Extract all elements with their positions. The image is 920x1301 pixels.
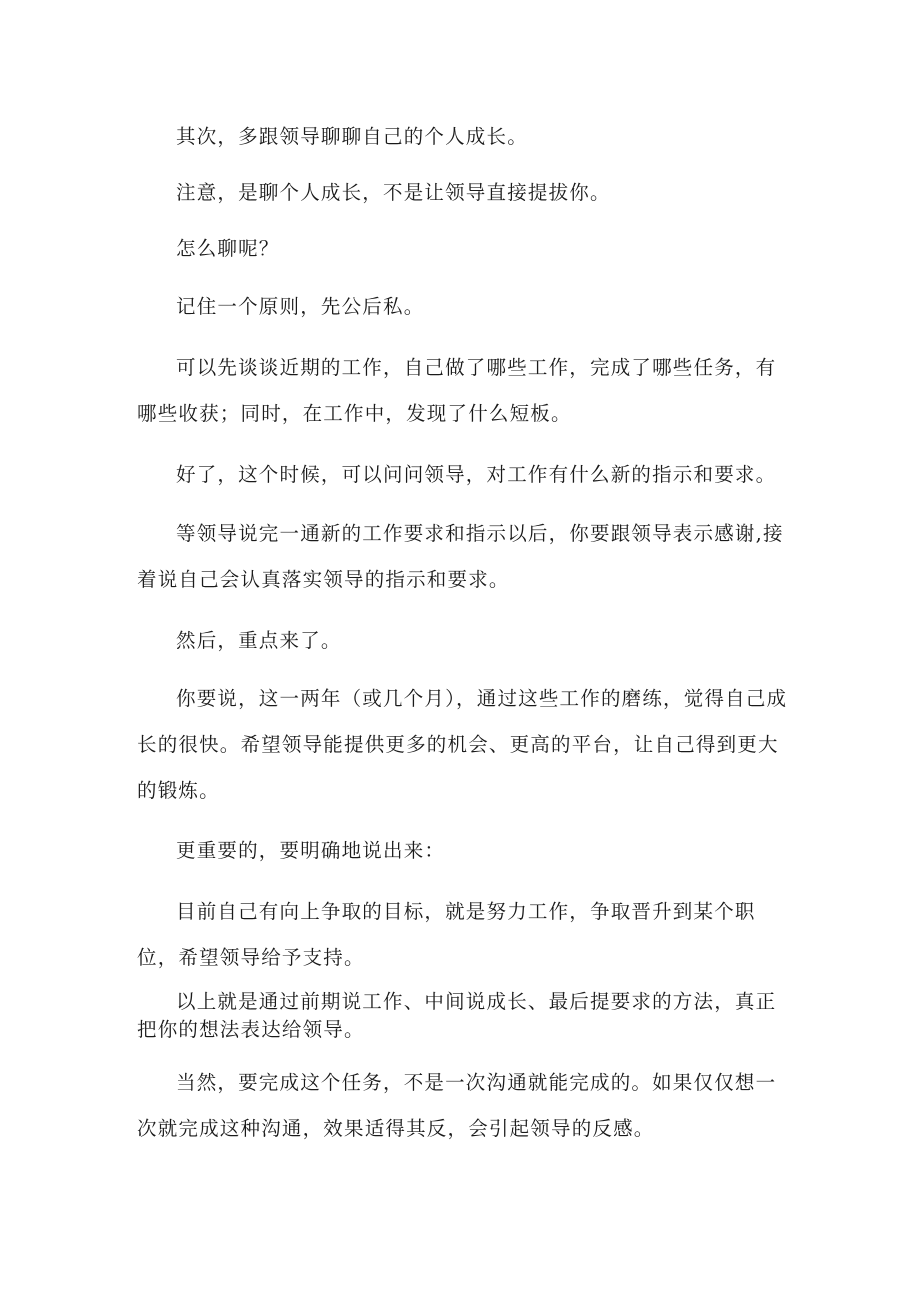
paragraph-10: 更重要的，要明确地说出来： bbox=[176, 839, 446, 862]
paragraph-4: 记住一个原则，先公后私。 bbox=[176, 295, 425, 318]
paragraph-9: 你要说，这一两年（或几个月），通过这些工作的磨练，觉得自己成长的很快。希望领导能提供更多的机会、更高的平台，让自己得到更大的锻炼。 bbox=[137, 687, 788, 802]
paragraph-1: 其次，多跟领导聊聊自己的个人成长。 bbox=[176, 125, 528, 148]
paragraph-11: 目前自己有向上争取的目标，就是努力工作，争取晋升到某个职位，希望领导给予支持。 bbox=[137, 900, 756, 969]
paragraph-2: 注意，是聊个人成长，不是让领导直接提拔你。 bbox=[176, 181, 611, 204]
paragraph-8: 然后，重点来了。 bbox=[176, 629, 342, 652]
paragraph-3: 怎么聊呢？ bbox=[176, 237, 280, 260]
paragraph-6: 好了，这个时候，可以问问领导，对工作有什么新的指示和要求。 bbox=[176, 463, 777, 486]
paragraph-12: 以上就是通过前期说工作、中间说成长、最后提要求的方法，真正把你的想法表达给领导。 bbox=[137, 990, 777, 1041]
paragraph-13: 当然，要完成这个任务，不是一次沟通就能完成的。如果仅仅想一次就完成这种沟通，效果适得其反，会引起领导的反感。 bbox=[137, 1071, 777, 1140]
paragraph-7: 等领导说完一通新的工作要求和指示以后，你要跟领导表示感谢,接着说自己会认真落实领导的指示和要求。 bbox=[137, 522, 784, 591]
paragraph-5: 可以先谈谈近期的工作，自己做了哪些工作，完成了哪些任务，有哪些收获；同时，在工作中，发现了什么短板。 bbox=[137, 356, 777, 425]
